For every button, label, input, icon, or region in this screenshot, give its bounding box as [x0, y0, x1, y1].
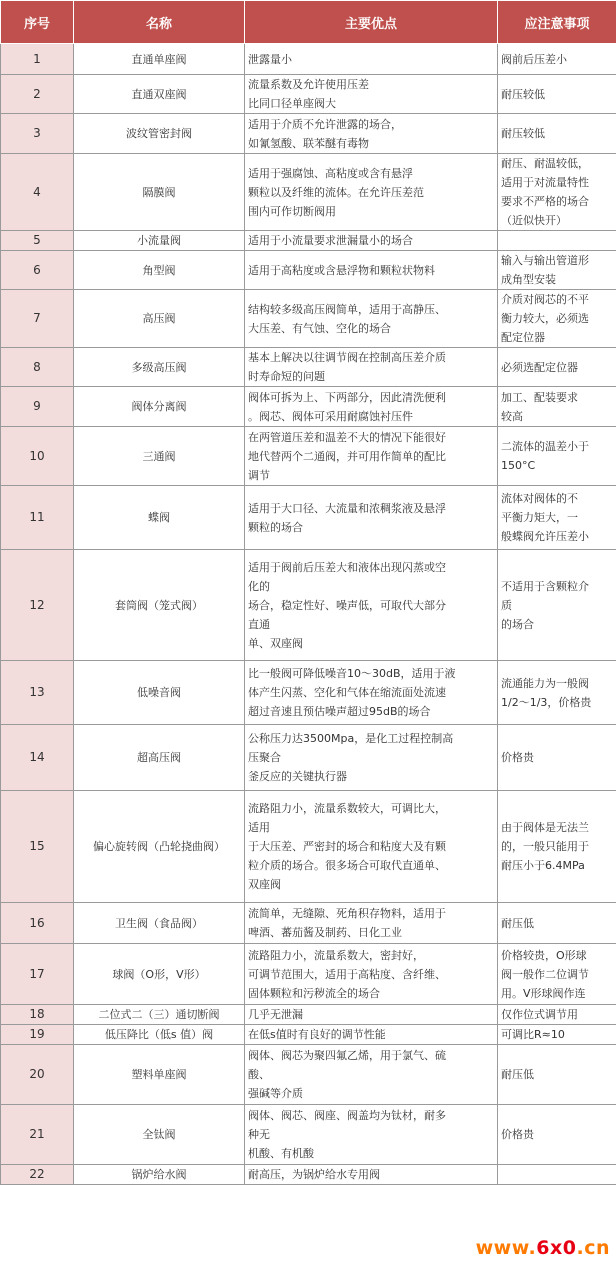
row-number: 9 [1, 387, 74, 427]
main-advantages: 泄露量小 [245, 44, 498, 75]
notes: 耐压、耐温较低， 适用于对流量特性 要求不严格的场合 （近似快开） [498, 154, 616, 231]
table-row [1, 154, 616, 231]
site-watermark: www.6x0.cn [475, 1237, 610, 1259]
row-number: 4 [1, 154, 74, 231]
notes: 耐压较低 [498, 114, 616, 154]
main-advantages: 流路阻力小，流量系数较大，可调比大， 适用 于大压差、严密封的场合和粘度大及有颗 粒介质的场合。很多场合可取代直通单、 双座阀 [245, 791, 498, 903]
header-notes: 应注意事项 [498, 1, 616, 44]
main-advantages: 适用于高粘度或含悬浮物和颗粒状物料 [245, 251, 498, 290]
notes: 由于阀体是无法兰 的，一般只能用于 耐压小于6.4MPa [498, 791, 616, 903]
header-name: 名称 [74, 1, 245, 44]
table-row [1, 661, 616, 725]
valve-name: 全钛阀 [74, 1105, 245, 1165]
notes: 可调比R≈10 [498, 1025, 616, 1045]
main-advantages: 在低s值时有良好的调节性能 [245, 1025, 498, 1045]
main-advantages: 适用于介质不允许泄露的场合， 如氰氢酸、联苯醚有毒物 [245, 114, 498, 154]
valve-name: 球阀（O形，V形） [74, 944, 245, 1005]
table-row [1, 44, 616, 75]
main-advantages: 耐高压，为锅炉给水专用阀 [245, 1165, 498, 1185]
main-advantages: 在两管道压差和温差不大的情况下能很好 地代替两个二通阀，并可用作简单的配比 调节 [245, 427, 498, 486]
valve-name: 蝶阀 [74, 486, 245, 550]
row-number: 2 [1, 75, 74, 114]
row-number: 21 [1, 1105, 74, 1165]
header-no: 序号 [1, 1, 74, 44]
notes: 不适用于含颗粒介 质 的场合 [498, 550, 616, 661]
notes: 耐压较低 [498, 75, 616, 114]
main-advantages: 适用于阀前后压差大和液体出现闪蒸或空 化的 场合，稳定性好、噪声低，可取代大部分 直通 单、双座阀 [245, 550, 498, 661]
row-number: 18 [1, 1005, 74, 1025]
table-row [1, 348, 616, 387]
valve-name: 低压降比（低s 值）阀 [74, 1025, 245, 1045]
notes: 流体对阀体的不 平衡力矩大，一 般蝶阀允许压差小 [498, 486, 616, 550]
table-row [1, 1025, 616, 1045]
notes: 耐压低 [498, 1045, 616, 1105]
valve-name: 波纹管密封阀 [74, 114, 245, 154]
row-number: 15 [1, 791, 74, 903]
row-number: 20 [1, 1045, 74, 1105]
table-row [1, 903, 616, 944]
row-number: 14 [1, 725, 74, 791]
table-row [1, 75, 616, 114]
row-number: 10 [1, 427, 74, 486]
table-row [1, 427, 616, 486]
table-row [1, 944, 616, 1005]
notes: 加工、配装要求 较高 [498, 387, 616, 427]
row-number: 11 [1, 486, 74, 550]
valve-name: 超高压阀 [74, 725, 245, 791]
main-advantages: 阀体、阀芯、阀座、阀盖均为钛材，耐多 种无 机酸、有机酸 [245, 1105, 498, 1165]
row-number: 22 [1, 1165, 74, 1185]
table-row [1, 1165, 616, 1185]
notes: 价格贵 [498, 1105, 616, 1165]
main-advantages: 适用于大口径、大流量和浓稠浆液及悬浮 颗粒的场合 [245, 486, 498, 550]
row-number: 17 [1, 944, 74, 1005]
main-advantages: 流路阻力小，流量系数大，密封好， 可调节范围大，适用于高粘度、含纤维、 固体颗粒和污秽流全的场合 [245, 944, 498, 1005]
valve-name: 低噪音阀 [74, 661, 245, 725]
valve-name: 直通单座阀 [74, 44, 245, 75]
row-number: 6 [1, 251, 74, 290]
notes: 阀前后压差小 [498, 44, 616, 75]
table-row [1, 114, 616, 154]
notes [498, 1165, 616, 1185]
valve-name: 偏心旋转阀（凸轮挠曲阀） [74, 791, 245, 903]
row-number: 8 [1, 348, 74, 387]
row-number: 7 [1, 290, 74, 348]
main-advantages: 适用于强腐蚀、高粘度或含有悬浮 颗粒以及纤维的流体。在允许压差范 围内可作切断阀用 [245, 154, 498, 231]
main-advantages: 比一般阀可降低噪音10～30dB，适用于液 体产生闪蒸、空化和气体在缩流面处流速 超过音速且预估噪声超过95dB的场合 [245, 661, 498, 725]
valve-name: 直通双座阀 [74, 75, 245, 114]
main-advantages: 公称压力达3500Mpa，是化工过程控制高 压聚合 釜反应的关键执行器 [245, 725, 498, 791]
main-advantages: 阀体可拆为上、下两部分，因此清洗便利 。阀芯、阀体可采用耐腐蚀衬压件 [245, 387, 498, 427]
table-row [1, 486, 616, 550]
main-advantages: 适用于小流量要求泄漏量小的场合 [245, 231, 498, 251]
table-row [1, 725, 616, 791]
main-advantages: 流简单，无缝隙、死角积存物料，适用于 啤酒、蕃茄酱及制药、日化工业 [245, 903, 498, 944]
table-row [1, 1105, 616, 1165]
valve-name: 高压阀 [74, 290, 245, 348]
notes: 仅作位式调节用 [498, 1005, 616, 1025]
row-number: 16 [1, 903, 74, 944]
main-advantages: 阀体、阀芯为聚四氟乙烯，用于氯气、硫 酸、 强碱等介质 [245, 1045, 498, 1105]
table-row [1, 290, 616, 348]
table-row [1, 251, 616, 290]
row-number: 5 [1, 231, 74, 251]
main-advantages: 基本上解决以往调节阀在控制高压差介质 时寿命短的问题 [245, 348, 498, 387]
notes: 流通能力为一般阀 1/2～1/3，价格贵 [498, 661, 616, 725]
row-number: 12 [1, 550, 74, 661]
valve-name: 套筒阀（笼式阀） [74, 550, 245, 661]
valve-name: 隔膜阀 [74, 154, 245, 231]
main-advantages: 流量系数及允许使用压差 比同口径单座阀大 [245, 75, 498, 114]
row-number: 1 [1, 44, 74, 75]
table-row [1, 1005, 616, 1025]
notes: 必须选配定位器 [498, 348, 616, 387]
valve-name: 锅炉给水阀 [74, 1165, 245, 1185]
table-row [1, 1045, 616, 1105]
valve-name: 阀体分离阀 [74, 387, 245, 427]
table-row [1, 387, 616, 427]
notes: 介质对阀芯的不平 衡力较大，必须选 配定位器 [498, 290, 616, 348]
valve-name: 多级高压阀 [74, 348, 245, 387]
valve-name: 二位式二（三）通切断阀 [74, 1005, 245, 1025]
table-row [1, 231, 616, 251]
valve-name: 小流量阀 [74, 231, 245, 251]
valve-name: 塑料单座阀 [74, 1045, 245, 1105]
header-advantages: 主要优点 [245, 1, 498, 44]
notes: 二流体的温差小于 150°C [498, 427, 616, 486]
table-row [1, 550, 616, 661]
notes: 价格贵 [498, 725, 616, 791]
notes: 耐压低 [498, 903, 616, 944]
main-advantages: 结构较多级高压阀简单，适用于高静压、 大压差、有气蚀、空化的场合 [245, 290, 498, 348]
valve-name: 三通阀 [74, 427, 245, 486]
table-row [1, 791, 616, 903]
notes: 价格较贵，O形球 阀一般作二位调节 用。V形球阀作连 [498, 944, 616, 1005]
row-number: 13 [1, 661, 74, 725]
row-number: 3 [1, 114, 74, 154]
main-advantages: 几乎无泄漏 [245, 1005, 498, 1025]
notes: 输入与输出管道形 成角型安装 [498, 251, 616, 290]
header-row [1, 1, 616, 44]
notes [498, 231, 616, 251]
valve-name: 角型阀 [74, 251, 245, 290]
valve-name: 卫生阀（食品阀） [74, 903, 245, 944]
row-number: 19 [1, 1025, 74, 1045]
